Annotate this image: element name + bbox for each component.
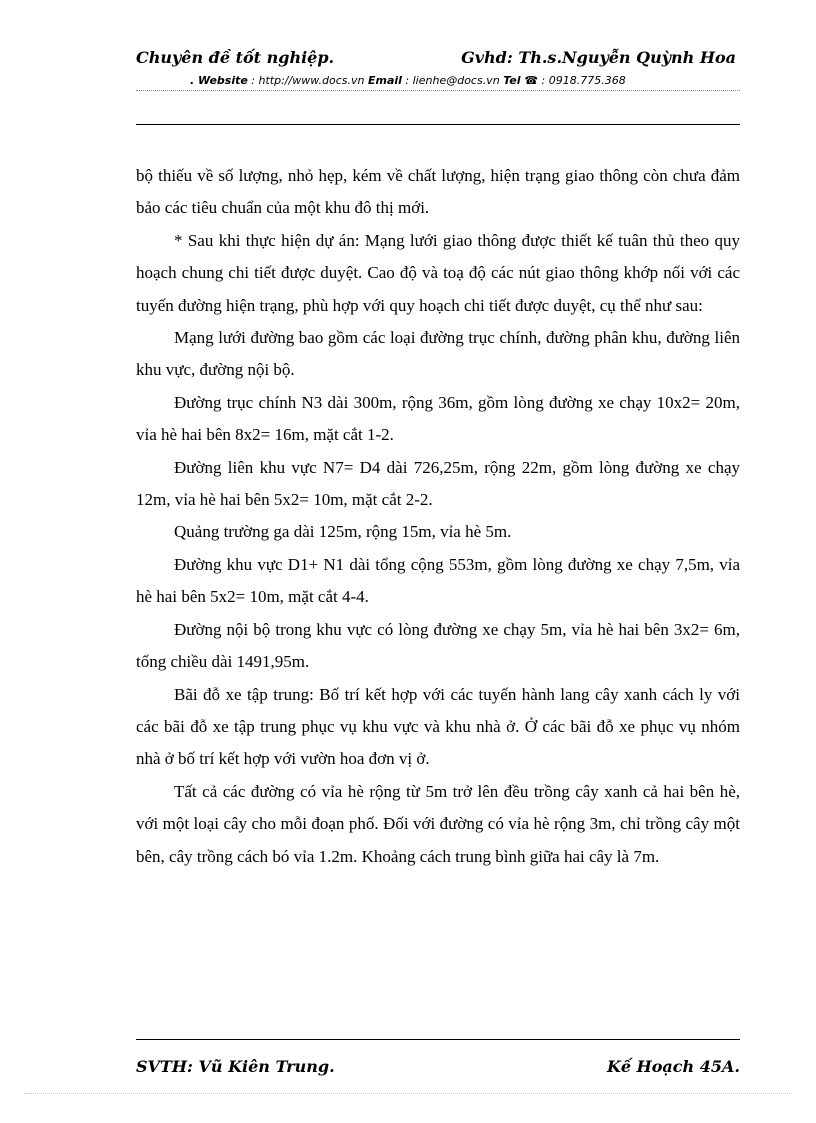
paragraph: Đường trục chính N3 dài 300m, rộng 36m, gồm lòng đường xe chạy 10x2= 20m, vỉa hè hai bên 8x2= 16m, mặt cắt 1-2. <box>136 392 740 445</box>
paragraph: Bãi đỗ xe tập trung: Bố trí kết hợp với các tuyến hành lang cây xanh cách ly với các bãi đỗ xe tập trung phục vụ khu vực và khu nhà ở. Ở các bãi đỗ xe phục vụ nhóm nhà ở bố trí kết hợp với vườn hoa đơn vị ở. <box>136 684 740 769</box>
header-supervisor: Gvhd: Th.s.Nguyễn Quỳnh Hoa <box>461 48 736 67</box>
footer-class: Kế Hoạch 45A. <box>606 1057 740 1076</box>
page-bottom-dotted-border <box>24 1093 792 1094</box>
paragraph: Đường nội bộ trong khu vực có lòng đường xe chạy 5m, vỉa hè hai bên 3x2= 6m, tổng chiều dài 1491,95m. <box>136 619 740 672</box>
paragraph: bộ thiếu về số lượng, nhỏ hẹp, kém về chất lượng, hiện trạng giao thông còn chưa đảm bảo các tiêu chuẩn của một khu đô thị mới. <box>136 166 740 218</box>
header-course-title: Chuyên đề tốt nghiệp. <box>136 48 335 67</box>
paragraph: Đường khu vực D1+ N1 dài tổng cộng 553m, gồm lòng đường xe chạy 7,5m, vỉa hè hai bên 5x2= 10m, mặt cắt 4-4. <box>136 554 740 607</box>
paragraph: Quảng trường ga dài 125m, rộng 15m, vỉa hè 5m. <box>174 522 512 542</box>
footer-divider <box>136 1039 740 1040</box>
header-dotted-divider <box>136 90 740 91</box>
paragraph: Mạng lưới đường bao gồm các loại đường trục chính, đường phân khu, đường liên khu vực, đường nội bộ. <box>136 328 740 380</box>
tel-label: Tel ☎ <box>503 74 539 87</box>
email-value: : lienhe@docs.vn <box>401 74 504 87</box>
paragraph: Đường liên khu vực N7= D4 dài 726,25m, rộng 22m, gồm lòng đường xe chạy 12m, vỉa hè hai bên 5x2= 10m, mặt cắt 2-2. <box>136 457 740 510</box>
footer-student: SVTH: Vũ Kiên Trung. <box>136 1057 335 1076</box>
header-contact-line <box>190 74 626 87</box>
header-divider <box>136 124 740 125</box>
tel-value: : 0918.775.368 <box>538 74 626 87</box>
email-label: Email <box>367 74 402 87</box>
paragraph: Tất cả các đường có vỉa hè rộng từ 5m trở lên đều trồng cây xanh cả hai bên hè, với một loại cây cho mỗi đoạn phố. Đối với đường có vỉa hè rộng 3m, chỉ trồng cây một bên, cây trồng cách bó vỉa 1.2m. Khoảng cách trung bình giữa hai cây là 7m. <box>136 781 740 866</box>
website-url: : http://www.docs.vn <box>247 74 368 87</box>
paragraph: * Sau khi thực hiện dự án: Mạng lưới giao thông được thiết kế tuân thủ theo quy hoạch chung chi tiết được duyệt. Cao độ và toạ độ các nút giao thông khớp nối với các tuyến đường hiện trạng, phù hợp với quy hoạch chi tiết được duyệt, cụ thể như sau: <box>136 230 740 315</box>
website-label: . Website <box>190 74 248 87</box>
body-text <box>136 160 740 873</box>
